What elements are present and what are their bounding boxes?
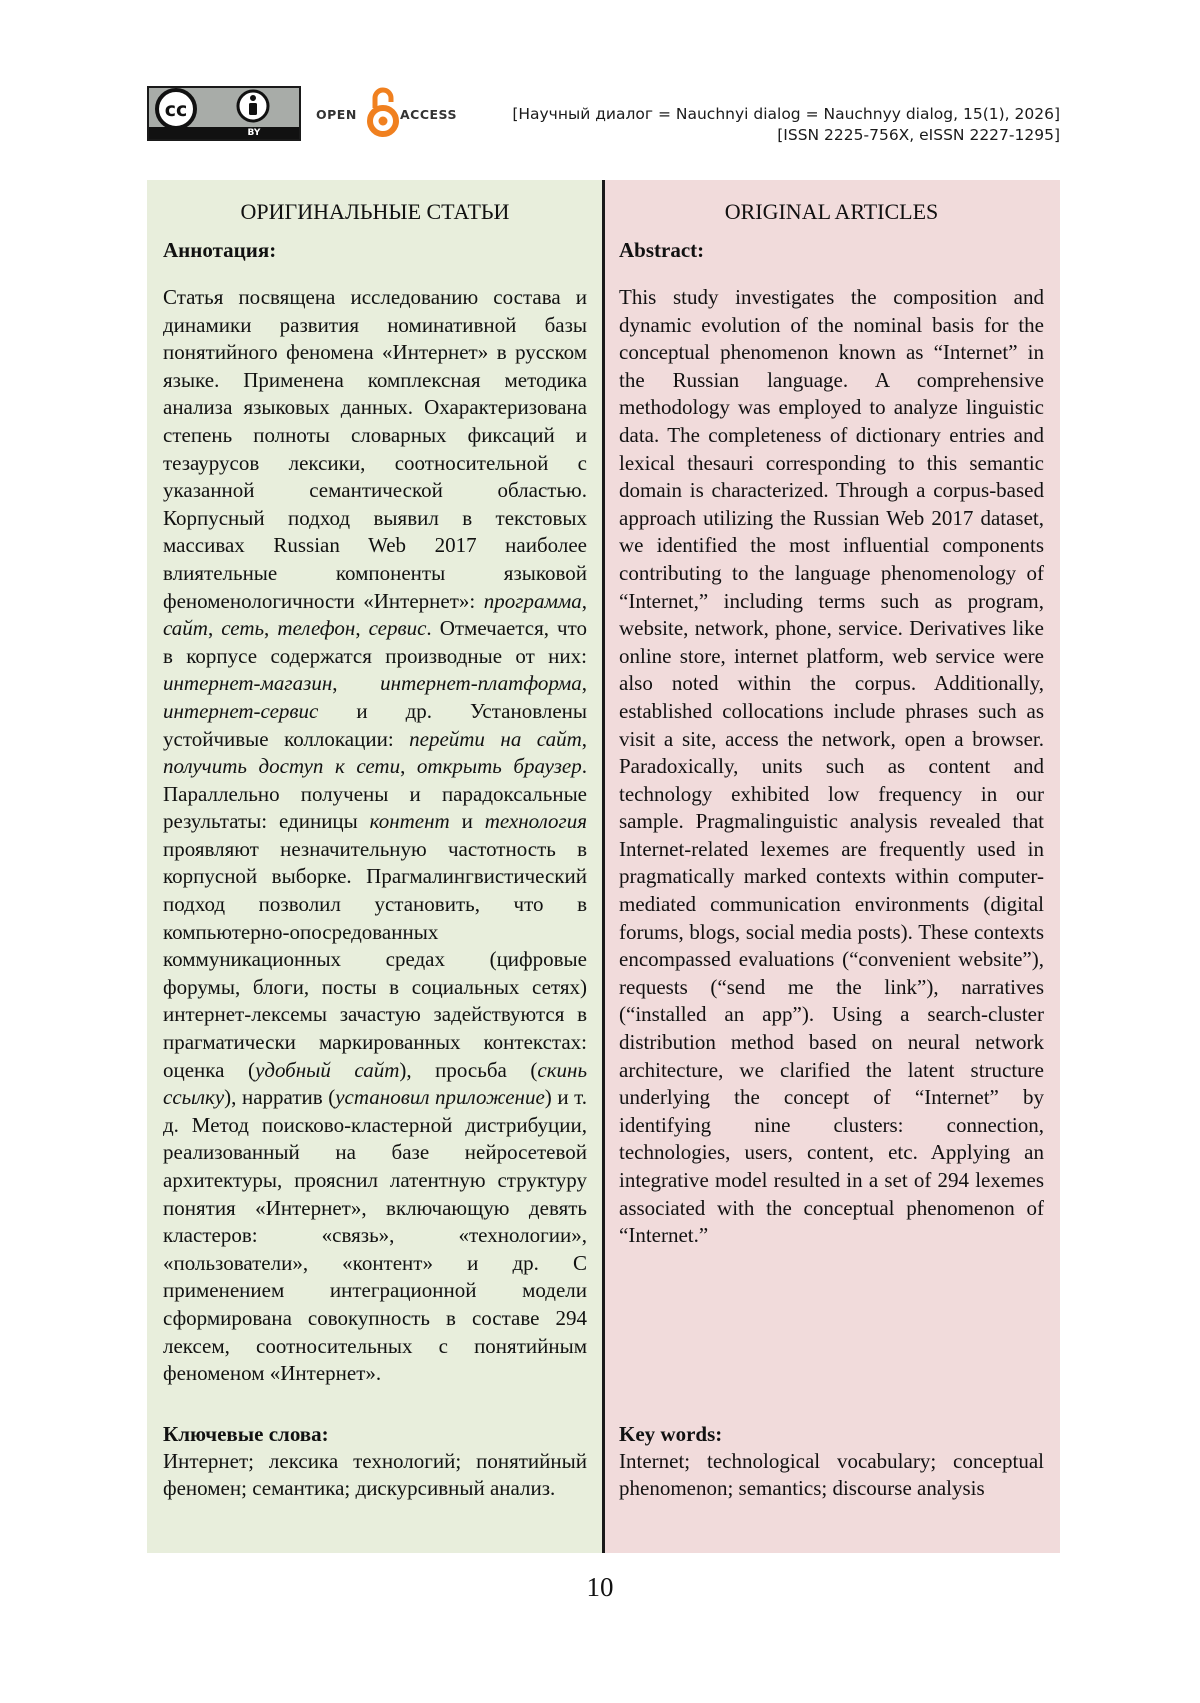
oa-open-label: OPEN bbox=[316, 107, 357, 122]
citation-line-2: [ISSN 2225-756X, eISSN 2227-1295] bbox=[777, 126, 1060, 144]
ru-abstract-italic-term: скинь ссылку bbox=[163, 1057, 588, 1110]
ru-abstract-italic-term: интернет-магазин bbox=[163, 671, 333, 696]
ru-keywords-text: Интернет; лексика технологий; понятийный феномен; семантика; дискурсивный анализ. bbox=[163, 1449, 587, 1500]
ru-abstract-italic-term: установил приложение bbox=[335, 1085, 545, 1110]
cc-by-label: BY bbox=[247, 128, 261, 138]
cc-by-license-badge bbox=[147, 86, 301, 141]
svg-text:cc: cc bbox=[164, 99, 188, 121]
ru-abstract-run: , bbox=[581, 726, 587, 751]
ru-abstract-heading: Аннотация: bbox=[163, 238, 277, 262]
ru-abstract-italic-term: перейти на сайт bbox=[409, 726, 582, 751]
ru-abstract-italic-term: интернет-сервис bbox=[163, 698, 319, 723]
en-keywords-heading: Key words: bbox=[619, 1422, 723, 1446]
ru-abstract-run: , bbox=[355, 616, 369, 641]
ru-abstract-italic-term: получить доступ к сети bbox=[163, 754, 401, 779]
page-number: 10 bbox=[586, 1572, 614, 1602]
open-access-lock-icon bbox=[366, 86, 400, 138]
ru-abstract-italic-term: программа bbox=[483, 588, 582, 613]
en-keywords-block bbox=[619, 1420, 1044, 1502]
en-abstract-text: This study investigates the composition and dynamic evolution of the nominal basis for the conceptual phenomenon known as “Internet” in the Russian language. A comprehensive methodology was employed to analyze linguistic data. The completeness of dictionary entries and lexical thesauri corresponding to this semantic domain is characterized. Through a corpus-based approach utilizing the Russian Web 2017 dataset, we identified the most influential components contributing to the language phenomenology of “Internet,” including terms such as program, website, network, phone, service. Derivatives like online store, internet platform, web service were also noted within the corpus. Additionally, established collocations include phrases such as visit a site, access the network, open a browser. Paradoxically, units such as content and technology exhibited low frequency in our sample. Pragmalinguistic analysis revealed that Internet-related lexemes are frequently used in pragmatically marked contexts within computer-mediated communication environments (digital forums, blogs, social media posts). These contexts encompassed evaluations (“convenient website”), requests (“send me the link”), narratives (“installed an app”). Using a search-cluster distribution method based on neural network architecture, we clarified the latent structure underlying the concept of “Internet” by identifying nine clusters: connection, technologies, users, content, etc. Applying an integrative model resulted in a set of 294 lexemes associated with the conceptual phenomenon of “Internet.” bbox=[619, 285, 1044, 1248]
ru-abstract-italic-term: контент bbox=[369, 809, 450, 834]
en-abstract-heading: Abstract: bbox=[619, 238, 705, 262]
russian-column bbox=[147, 180, 602, 1553]
ru-abstract-run: , bbox=[581, 671, 587, 696]
en-keywords-text: Internet; technological vocabulary; conceptual phenomenon; semantics; discourse analysis bbox=[619, 1449, 1044, 1500]
ru-abstract-italic-term: интернет-платформа bbox=[380, 671, 582, 696]
ru-abstract-run: и др. Установлены устойчивые коллокации: bbox=[163, 698, 587, 751]
ru-abstract-run: Статья посвящена исследованию состава и динамики развития номинативной базы понятийного феномена «Интернет» в русском языке. Применена комплексная методика анализа языковых данных. Охарактеризована степень полноты словарных фиксаций и тезаурусов лексики, соотносительной с указанной семантической областью. Корпусный подход выявил в текстовых массивах Russian Web 2017 наиболее влиятельные компоненты языковой феноменологичности «Интернет»: bbox=[163, 285, 587, 613]
en-section-title: ORIGINAL ARTICLES bbox=[724, 199, 939, 224]
ru-abstract-run: . Параллельно получены и парадоксальные результаты: единицы bbox=[163, 754, 587, 834]
ru-abstract-text bbox=[163, 284, 587, 1388]
ru-abstract-italic-term: удобный сайт bbox=[255, 1057, 400, 1082]
citation-line-1: [Научный диалог = Nauchnyi dialog = Nauchnyy dialog, 15(1), 2026] bbox=[512, 105, 1060, 123]
journal-citation bbox=[512, 104, 1060, 146]
ru-abstract-italic-term: открыть браузер bbox=[416, 754, 582, 779]
ru-abstract-run: , bbox=[581, 588, 587, 613]
cc-black-strip bbox=[149, 127, 299, 139]
ru-abstract-italic-term: сайт bbox=[163, 616, 208, 641]
ru-abstract-run: и bbox=[449, 809, 485, 834]
ru-abstract-italic-term: технология bbox=[484, 809, 587, 834]
ru-abstract-run: ), нарратив ( bbox=[224, 1085, 336, 1110]
ru-keywords-block bbox=[163, 1420, 587, 1502]
oa-access-label: ACCESS bbox=[400, 107, 458, 122]
english-column bbox=[605, 180, 1060, 1553]
ru-abstract-italic-term: телефон bbox=[277, 616, 356, 641]
ru-abstract-run: , bbox=[264, 616, 278, 641]
open-access-logo bbox=[316, 86, 456, 138]
ru-abstract-run: ), просьба ( bbox=[399, 1057, 538, 1082]
ru-section-title: ОРИГИНАЛЬНЫЕ СТАТЬИ bbox=[240, 199, 510, 224]
ru-abstract-italic-term: сеть bbox=[221, 616, 265, 641]
ru-keywords-heading: Ключевые слова: bbox=[163, 1422, 329, 1446]
ru-abstract-run: . Отмечается, что в корпусе содержатся производные от них: bbox=[163, 616, 587, 668]
ru-abstract-run: , bbox=[207, 616, 222, 641]
ru-abstract-run: проявляют незначительную частотность в корпусной выборке. Прагмалингвистический подход позволил установить, что в компьютерно-опосредованных коммуникационных средах (цифровые форумы, блоги, посты в социальных сетях) интернет-лексемы зачастую задействуются в прагматически маркированных контекстах: оценка ( bbox=[163, 836, 587, 1082]
ru-abstract-run: , bbox=[332, 671, 381, 696]
ru-abstract-italic-term: сервис bbox=[368, 616, 427, 641]
ru-abstract-run: , bbox=[400, 754, 417, 779]
ru-abstract-run: ) и т. д. Метод поисково-кластерной дистрибуции, реализованный на базе нейросетевой архитектуры, прояснил латентную структуру понятия «Интернет», включающую девять кластеров: «связь», «технологии», «пользователи», «контент» и др. С применением интеграционной модели сформирована совокупность в составе 294 лексем, соотносительных с понятийным феноменом «Интернет». bbox=[163, 1085, 588, 1386]
